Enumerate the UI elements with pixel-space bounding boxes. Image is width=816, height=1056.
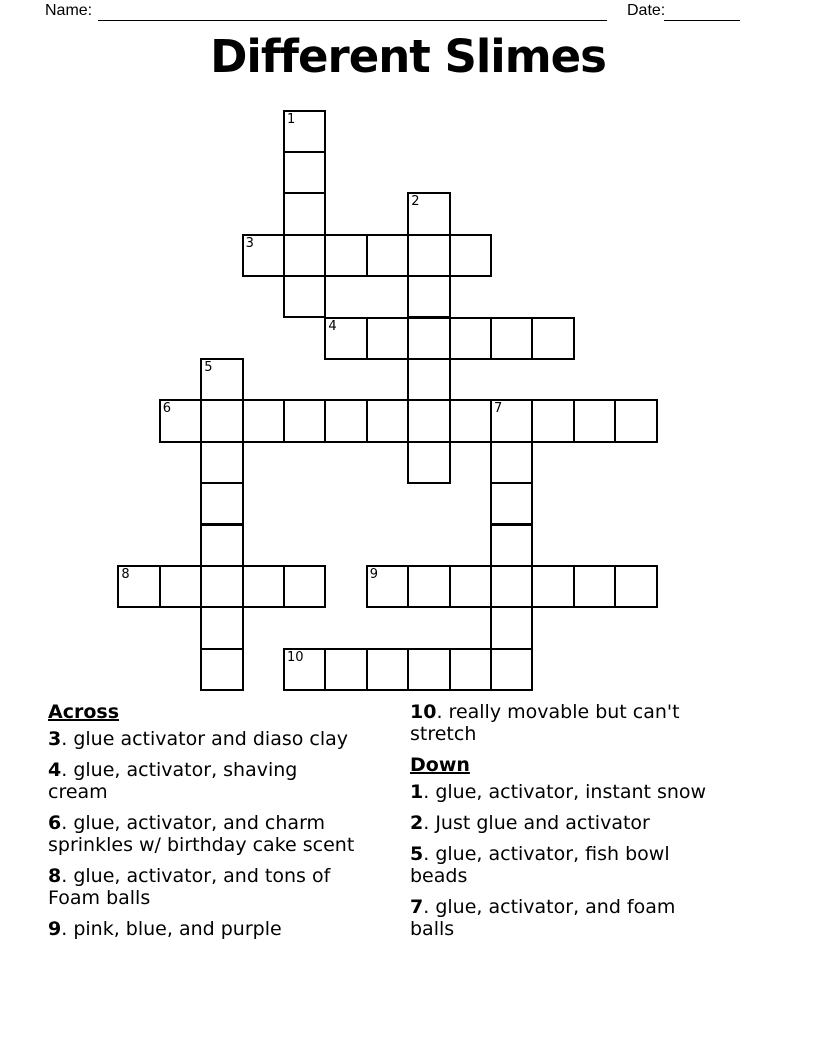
grid-cell[interactable]: [531, 317, 574, 360]
cell-number-6: 6: [162, 401, 172, 417]
cell-number-8: 8: [121, 566, 130, 582]
clue-number-label: 6: [48, 812, 62, 834]
grid-cell[interactable]: [200, 606, 243, 649]
clues-left-column: [48, 701, 354, 949]
clue-number-label: 4: [48, 759, 62, 781]
grid-cell[interactable]: [449, 317, 492, 360]
cell-number-7: 7: [494, 401, 503, 417]
clue-9: 9. pink, blue, and purple: [48, 918, 282, 940]
clue-8: 8. glue, activator, and tons of Foam balls: [48, 865, 331, 909]
clue-number-label: 10: [410, 701, 437, 723]
clue-2: 2. Just glue and activator: [410, 812, 650, 834]
grid-cell[interactable]: [242, 399, 285, 442]
clue-number-label: 9: [48, 918, 62, 940]
cell-number-3: 3: [245, 235, 254, 251]
grid-cell[interactable]: [159, 565, 202, 608]
grid-cell[interactable]: [490, 482, 533, 525]
cell-number-9: 9: [369, 566, 379, 582]
grid-cell[interactable]: [407, 648, 450, 691]
grid-cell[interactable]: [200, 565, 243, 608]
grid-cell[interactable]: [490, 606, 533, 649]
grid-cell[interactable]: [449, 565, 492, 608]
clue-5: 5. glue, activator, fish bowl beads: [410, 843, 670, 887]
clue-6: 6. glue, activator, and charm sprinkles w/ birthday cake scent: [48, 812, 355, 856]
grid-cell[interactable]: [200, 524, 243, 567]
grid-cell[interactable]: [366, 317, 409, 360]
grid-cell[interactable]: [200, 648, 243, 691]
grid-cell[interactable]: [449, 648, 492, 691]
grid-cell[interactable]: [407, 441, 450, 484]
grid-cell[interactable]: [366, 648, 409, 691]
grid-cell[interactable]: [283, 151, 326, 194]
cell-number-2: 2: [411, 194, 420, 210]
grid-cell[interactable]: [283, 565, 326, 608]
cell-number-1: 1: [287, 111, 296, 127]
clue-7: 7. glue, activator, and foam balls: [410, 896, 676, 940]
clue-number-label: 2: [410, 812, 424, 834]
grid-cell[interactable]: [490, 441, 533, 484]
grid-cell[interactable]: [407, 565, 450, 608]
grid-cell[interactable]: [614, 565, 657, 608]
grid-cell[interactable]: [366, 399, 409, 442]
grid-cell[interactable]: [242, 565, 285, 608]
grid-cell[interactable]: [490, 648, 533, 691]
grid-cell[interactable]: [283, 234, 326, 277]
clue-3: 3. glue activator and diaso clay: [48, 728, 349, 750]
grid-cell[interactable]: [283, 192, 326, 235]
clues-heading-down: Down: [410, 754, 470, 776]
grid-cell[interactable]: [531, 565, 574, 608]
clue-10: 10. really movable but can't stretch: [410, 701, 680, 745]
cell-number-5: 5: [204, 359, 213, 375]
grid-cell[interactable]: [324, 648, 367, 691]
grid-cell[interactable]: [449, 234, 492, 277]
clues-right-column: [410, 701, 706, 949]
grid-cell[interactable]: [200, 441, 243, 484]
grid-cell[interactable]: [200, 482, 243, 525]
grid-cell[interactable]: [407, 275, 450, 318]
grid-cell[interactable]: [531, 399, 574, 442]
grid-cell[interactable]: [449, 399, 492, 442]
grid-cell[interactable]: [614, 399, 657, 442]
grid-cell[interactable]: [200, 399, 243, 442]
grid-cell[interactable]: [407, 234, 450, 277]
cell-number-4: 4: [328, 318, 337, 334]
clues-heading-across: Across: [48, 701, 120, 723]
grid-cell[interactable]: [283, 275, 326, 318]
grid-cell[interactable]: [366, 234, 409, 277]
grid-cell[interactable]: [490, 565, 533, 608]
clue-number-label: 8: [48, 865, 62, 887]
grid-cell[interactable]: [573, 399, 616, 442]
clue-4: 4. glue, activator, shaving cream: [48, 759, 298, 803]
grid-cell[interactable]: [407, 399, 450, 442]
grid-cell[interactable]: [407, 358, 450, 401]
clue-number-label: 3: [48, 728, 62, 750]
grid-cell[interactable]: [490, 317, 533, 360]
grid-cell[interactable]: [407, 317, 450, 360]
name-label: Name:: [45, 2, 93, 19]
clue-number-label: 1: [410, 781, 424, 803]
grid-cell[interactable]: [283, 399, 326, 442]
grid-cell[interactable]: [573, 565, 616, 608]
worksheet-title: Different Slimes: [210, 30, 606, 83]
clue-number-label: 7: [410, 896, 424, 918]
clue-number-label: 5: [410, 843, 424, 865]
cell-number-10: 10: [287, 649, 304, 665]
grid-cell[interactable]: [324, 234, 367, 277]
clue-1: 1. glue, activator, instant snow: [410, 781, 707, 803]
grid-cell[interactable]: [324, 399, 367, 442]
date-label: Date:: [627, 2, 666, 19]
grid-cell[interactable]: [490, 524, 533, 567]
